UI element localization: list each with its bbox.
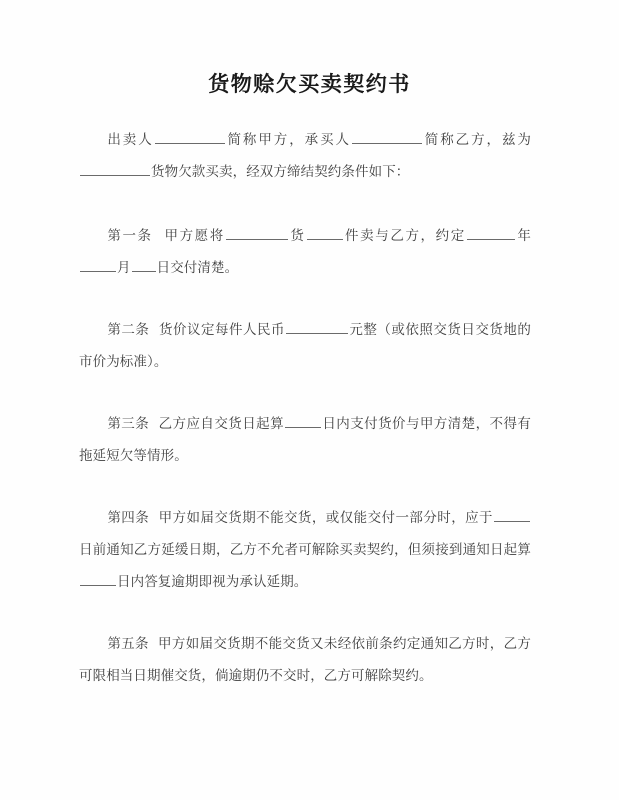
clause-two-number: 第二条 bbox=[107, 322, 150, 338]
clause-three bbox=[79, 408, 531, 472]
clause-two-text-1: 货价议定每件人民币 bbox=[158, 322, 285, 338]
paragraph-spacer bbox=[79, 284, 531, 314]
clause-one-day-blank[interactable] bbox=[132, 258, 156, 272]
clause-four-text-1: 甲方如届交货期不能交货，或仅能交付一部分时，应于 bbox=[158, 510, 493, 526]
clause-two-price-blank[interactable] bbox=[286, 320, 348, 334]
clause-four-notice-days-blank[interactable] bbox=[494, 508, 530, 522]
clause-four-number: 第四条 bbox=[107, 510, 150, 526]
buyer-name-blank[interactable] bbox=[352, 130, 422, 144]
preamble-text-3: 简称乙方，兹为 bbox=[422, 132, 531, 148]
preamble-text-2: 简称甲方，承买人 bbox=[225, 132, 351, 148]
page-title: 货物赊欠买卖契约书 bbox=[208, 72, 411, 96]
clause-four-text-3: 日内答复逾期即视为承认延期。 bbox=[117, 574, 308, 590]
clause-three-days-blank[interactable] bbox=[285, 414, 321, 428]
clause-three-text-1: 乙方应自交货日起算 bbox=[158, 416, 285, 432]
clause-three-text-2: 日内支付货价与甲方清楚，不得有拖延短欠等情形。 bbox=[79, 416, 532, 464]
seller-name-blank[interactable] bbox=[155, 130, 225, 144]
clause-five bbox=[79, 628, 531, 692]
clause-one-number: 第一条 bbox=[107, 228, 153, 244]
clause-five-text-1: 甲方如届交货期不能交货又未经依前条约定通知乙方时，乙方可限相当日期催交货，倘逾期仍不交时，乙方可解除契约。 bbox=[79, 636, 531, 684]
clause-one-text-3: 件卖与乙方，约定 bbox=[343, 228, 466, 244]
clause-one-text-1: 甲方愿将 bbox=[164, 228, 225, 244]
clause-one-goods-blank[interactable] bbox=[226, 226, 288, 240]
clause-two bbox=[79, 314, 531, 378]
paragraph-spacer bbox=[79, 598, 531, 628]
clause-four bbox=[79, 502, 531, 598]
preamble-paragraph bbox=[79, 124, 531, 188]
clause-two-text-2: 元整（或依照交货日交货地的市价为标准）。 bbox=[79, 322, 531, 370]
clause-four-text-2: 日前通知乙方延缓日期，乙方不允者可解除买卖契约，但须接到通知日起算 bbox=[79, 542, 531, 558]
paragraph-spacer bbox=[79, 378, 531, 408]
clause-four-reply-days-blank[interactable] bbox=[80, 572, 116, 586]
clause-one-quantity-blank[interactable] bbox=[307, 226, 343, 240]
clause-one bbox=[79, 220, 531, 284]
clause-one-text-4: 年 bbox=[515, 228, 531, 244]
clause-one-text-6: 日交付清楚。 bbox=[156, 260, 239, 276]
preamble-text-1: 出卖人 bbox=[107, 132, 154, 148]
paragraph-spacer bbox=[79, 188, 531, 220]
clause-one-text-5: 月 bbox=[117, 260, 131, 276]
preamble-text-4: 货物欠款买卖，经双方缔结契约条件如下： bbox=[151, 164, 410, 180]
clause-one-month-blank[interactable] bbox=[80, 258, 116, 272]
goods-description-blank[interactable] bbox=[80, 162, 150, 176]
clause-one-text-2: 货 bbox=[288, 228, 306, 244]
clause-five-number: 第五条 bbox=[107, 636, 149, 652]
document-body bbox=[79, 124, 531, 692]
clause-one-year-blank[interactable] bbox=[467, 226, 515, 240]
paragraph-spacer bbox=[79, 472, 531, 502]
clause-three-number: 第三条 bbox=[107, 416, 150, 432]
